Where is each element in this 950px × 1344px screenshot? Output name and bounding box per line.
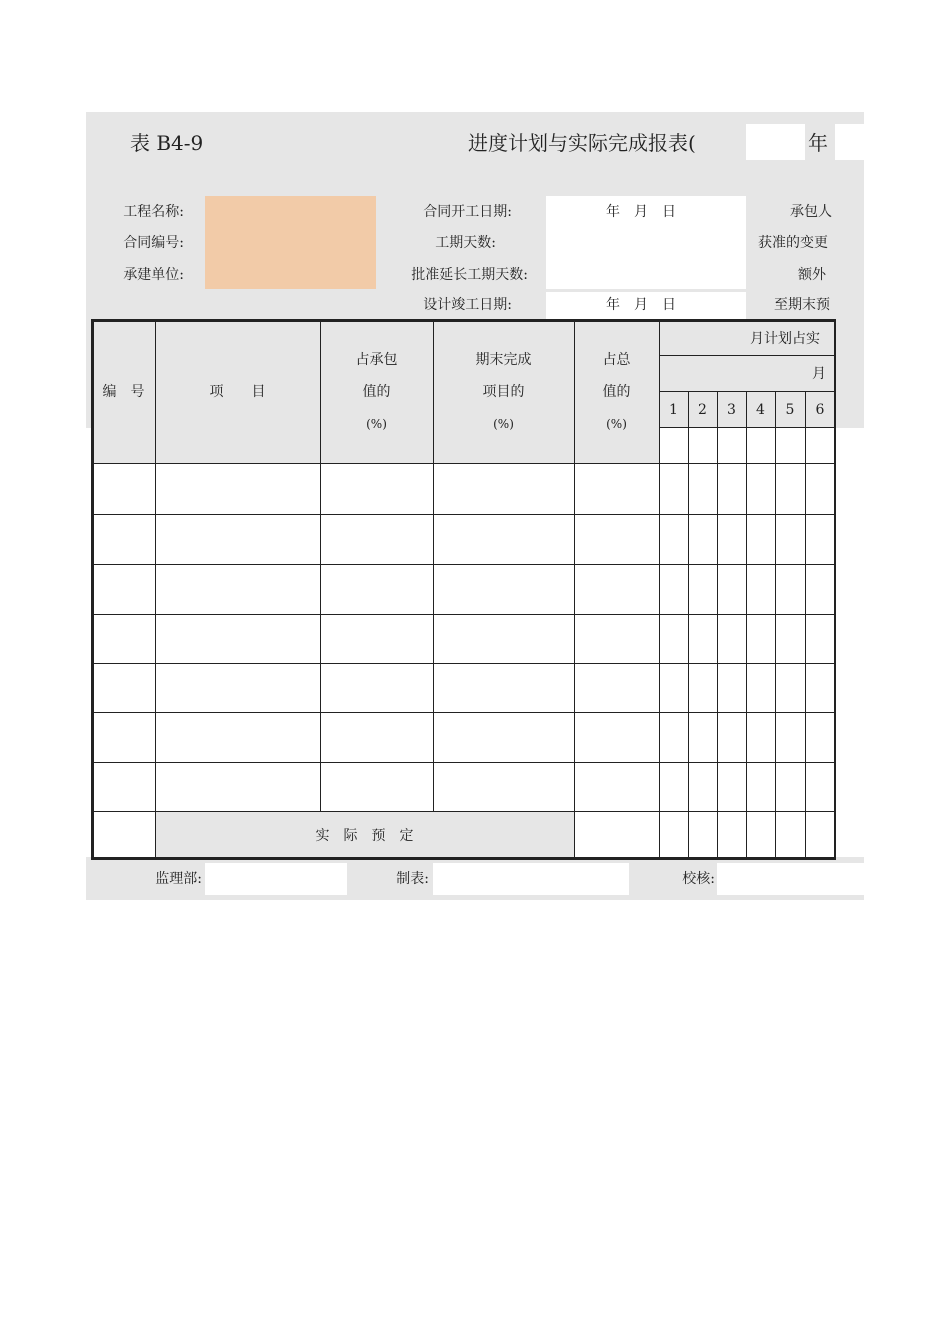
grid-line (92, 712, 835, 713)
day-2: 2 (698, 402, 707, 418)
day-3: 3 (727, 402, 736, 418)
col-period-done-line1: 期末完成 (475, 352, 532, 368)
grid-line (320, 321, 321, 812)
table-border-bottom (91, 857, 836, 860)
grid-line (775, 391, 776, 858)
grid-line (92, 811, 835, 812)
monthly-header: 月计划占实 (750, 331, 820, 347)
contractor-right-label: 承包人 (790, 204, 832, 220)
month-input[interactable] (835, 124, 864, 160)
col-contract-share-line2: 值的 (362, 384, 391, 400)
grid-line (659, 391, 835, 392)
grid-line (688, 391, 689, 858)
year-label: 年 (808, 131, 828, 155)
footer-row-label: 实 际 预 定 (315, 828, 414, 844)
day-4: 4 (756, 402, 765, 418)
grid-line (659, 321, 660, 858)
period-end-label: 至期末预 (774, 297, 830, 313)
grid-line (92, 514, 835, 515)
supervisor-label: 监理部: (155, 871, 202, 887)
table-border-right (834, 319, 836, 860)
grid-line (659, 355, 835, 356)
contract-no-label: 合同编号: (123, 235, 184, 251)
project-info-input[interactable] (205, 196, 376, 289)
grid-line (746, 391, 747, 858)
grid-line (92, 614, 835, 615)
supervisor-input[interactable] (205, 863, 347, 895)
project-name-label: 工程名称: (123, 204, 184, 220)
day-1: 1 (669, 402, 678, 418)
year-input[interactable] (746, 124, 805, 160)
start-date-value: 年 月 日 (606, 204, 676, 220)
report-title: 进度计划与实际完成报表( (468, 131, 696, 155)
day-5: 5 (785, 402, 795, 418)
col-period-done-line3: (%) (493, 417, 514, 431)
col-total-share-line2: 值的 (602, 384, 631, 400)
grid-line (659, 427, 835, 428)
grid-line (92, 564, 835, 565)
col-total-share-line3: (%) (606, 417, 627, 431)
grid-line (717, 391, 718, 858)
table-code: 表 B4-9 (130, 131, 204, 155)
col-contract-share-line3: (%) (366, 417, 387, 431)
grid-line (92, 762, 835, 763)
col-item-header: 项 目 (209, 384, 266, 400)
completion-date-value: 年 月 日 (606, 297, 676, 313)
preparer-label: 制表: (396, 871, 429, 887)
preparer-input[interactable] (433, 863, 629, 895)
grid-line (433, 321, 434, 812)
col-total-share-line1: 占总 (602, 352, 631, 368)
extra-label: 额外 (798, 267, 826, 283)
extension-label: 批准延长工期天数: (411, 267, 528, 283)
start-date-label: 合同开工日期: (423, 204, 512, 220)
day-cells-area (659, 428, 835, 463)
grid-line (805, 391, 806, 858)
col-no-header: 编 号 (102, 384, 145, 400)
report-sheet (86, 112, 864, 900)
table-border-top (91, 319, 836, 322)
approved-change-label: 获准的变更 (758, 235, 828, 251)
contractor-label: 承建单位: (123, 267, 184, 283)
checker-label: 校核: (682, 871, 715, 887)
table-border-left (91, 319, 94, 860)
col-contract-share-line1: 占承包 (355, 352, 398, 368)
grid-line (574, 321, 575, 858)
grid-line (155, 321, 156, 858)
grid-line (92, 663, 835, 664)
month-label: 月 (812, 366, 826, 382)
col-period-done-line2: 项目的 (482, 384, 525, 400)
duration-label: 工期天数: (435, 235, 496, 251)
checker-input[interactable] (717, 863, 864, 895)
grid-line (92, 463, 835, 464)
day-6: 6 (815, 402, 825, 418)
completion-date-label: 设计竣工日期: (423, 297, 512, 313)
